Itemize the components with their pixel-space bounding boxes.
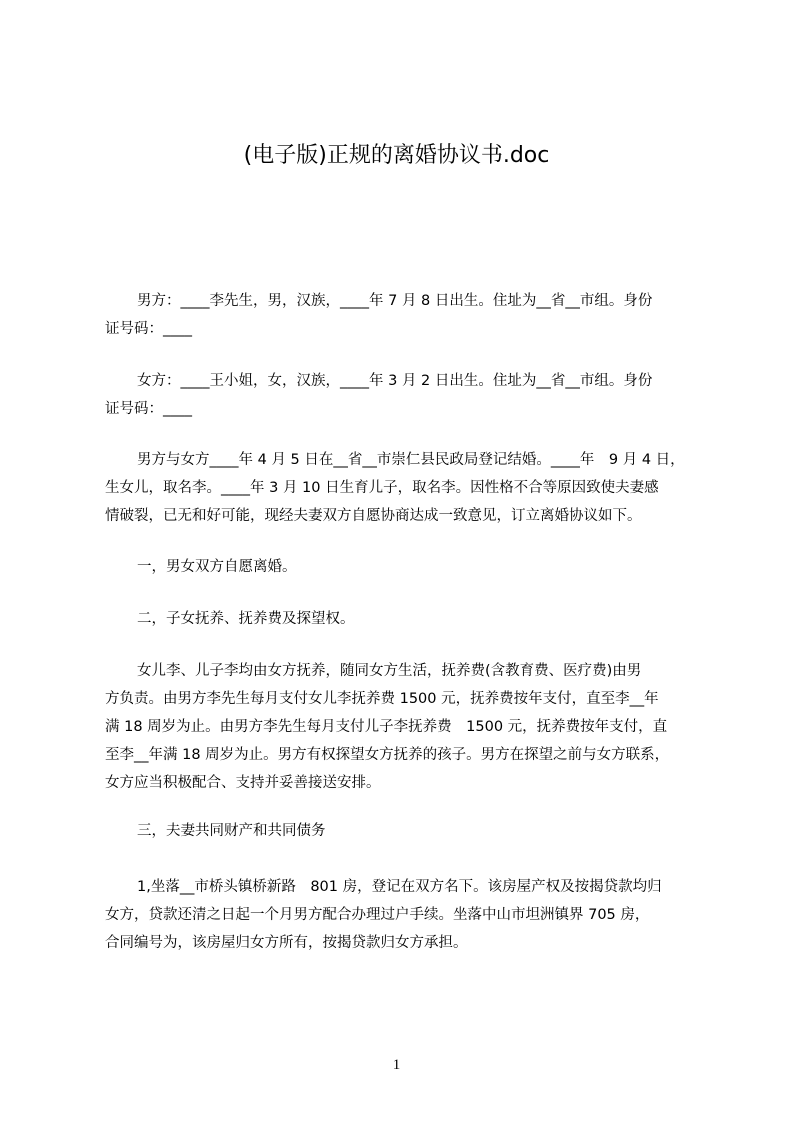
paragraph-line: 二，子女抚养、抚养费及探望权。	[137, 611, 355, 627]
paragraph-child-support	[105, 657, 700, 797]
section-heading-2	[105, 605, 700, 633]
paragraph-marriage-background	[105, 446, 700, 530]
paragraph-line: 合同编号为，该房屋归女方所有，按揭贷款归女方承担。	[105, 935, 468, 951]
document-title: (电子版)正规的离婚协议书.doc	[243, 143, 550, 168]
page-number: 1	[392, 1057, 401, 1073]
paragraph-line: 方负责。由男方李先生每月支付女儿李抚养费 1500 元，抚养费按年支付，直至李__年	[105, 691, 659, 707]
paragraph-line: 证号码：____	[105, 321, 192, 337]
paragraph-male-party	[105, 287, 700, 343]
paragraph-line: 生女儿，取名李。____年 3 月 10 日生育儿子，取名李。因性格不合等原因致使夫妻感	[105, 480, 659, 496]
paragraph-line: 满 18 周岁为止。由男方李先生每月支付儿子李抚养费 1500 元，抚养费按年支付，直	[105, 719, 668, 735]
paragraph-line: 女儿李、儿子李均由女方抚养，随同女方生活，抚养费(含教育费、医疗费)由男	[137, 663, 642, 679]
paragraph-line: 1,坐落__市桥头镇桥新路 801 房，登记在双方名下。该房屋产权及按揭贷款均归	[137, 879, 662, 895]
paragraph-line: 情破裂，已无和好可能，现经夫妻双方自愿协商达成一致意见，订立离婚协议如下。	[105, 508, 642, 524]
paragraph-line: 至李__年满 18 周岁为止。男方有权探望女方抚养的孩子。男方在探望之前与女方联系，	[105, 747, 670, 763]
paragraph-line: 三，夫妻共同财产和共同债务	[137, 823, 326, 839]
paragraph-female-party	[105, 367, 700, 423]
paragraph-property-1	[105, 873, 700, 957]
paragraph-line: 男方：____李先生，男，汉族，____年 7 月 8 日出生。住址为__省__市组。身份	[137, 293, 653, 309]
section-heading-3	[105, 817, 700, 845]
paragraph-line: 男方与女方____年 4 月 5 日在__省__市崇仁县民政局登记结婚。____年 9 月 4 日，	[137, 452, 685, 468]
paragraph-line: 女方，贷款还清之日起一个月男方配合办理过户手续。坐落中山市坦洲镇界 705 房，	[105, 907, 650, 923]
paragraph-line: 证号码：____	[105, 401, 192, 417]
paragraph-line: 女方应当积极配合、支持并妥善接送安排。	[105, 775, 381, 791]
paragraph-line: 一，男女双方自愿离婚。	[137, 559, 297, 575]
section-heading-1	[105, 553, 700, 581]
paragraph-line: 女方：____王小姐，女，汉族，____年 3 月 2 日出生。住址为__省__市组。身份	[137, 373, 653, 389]
